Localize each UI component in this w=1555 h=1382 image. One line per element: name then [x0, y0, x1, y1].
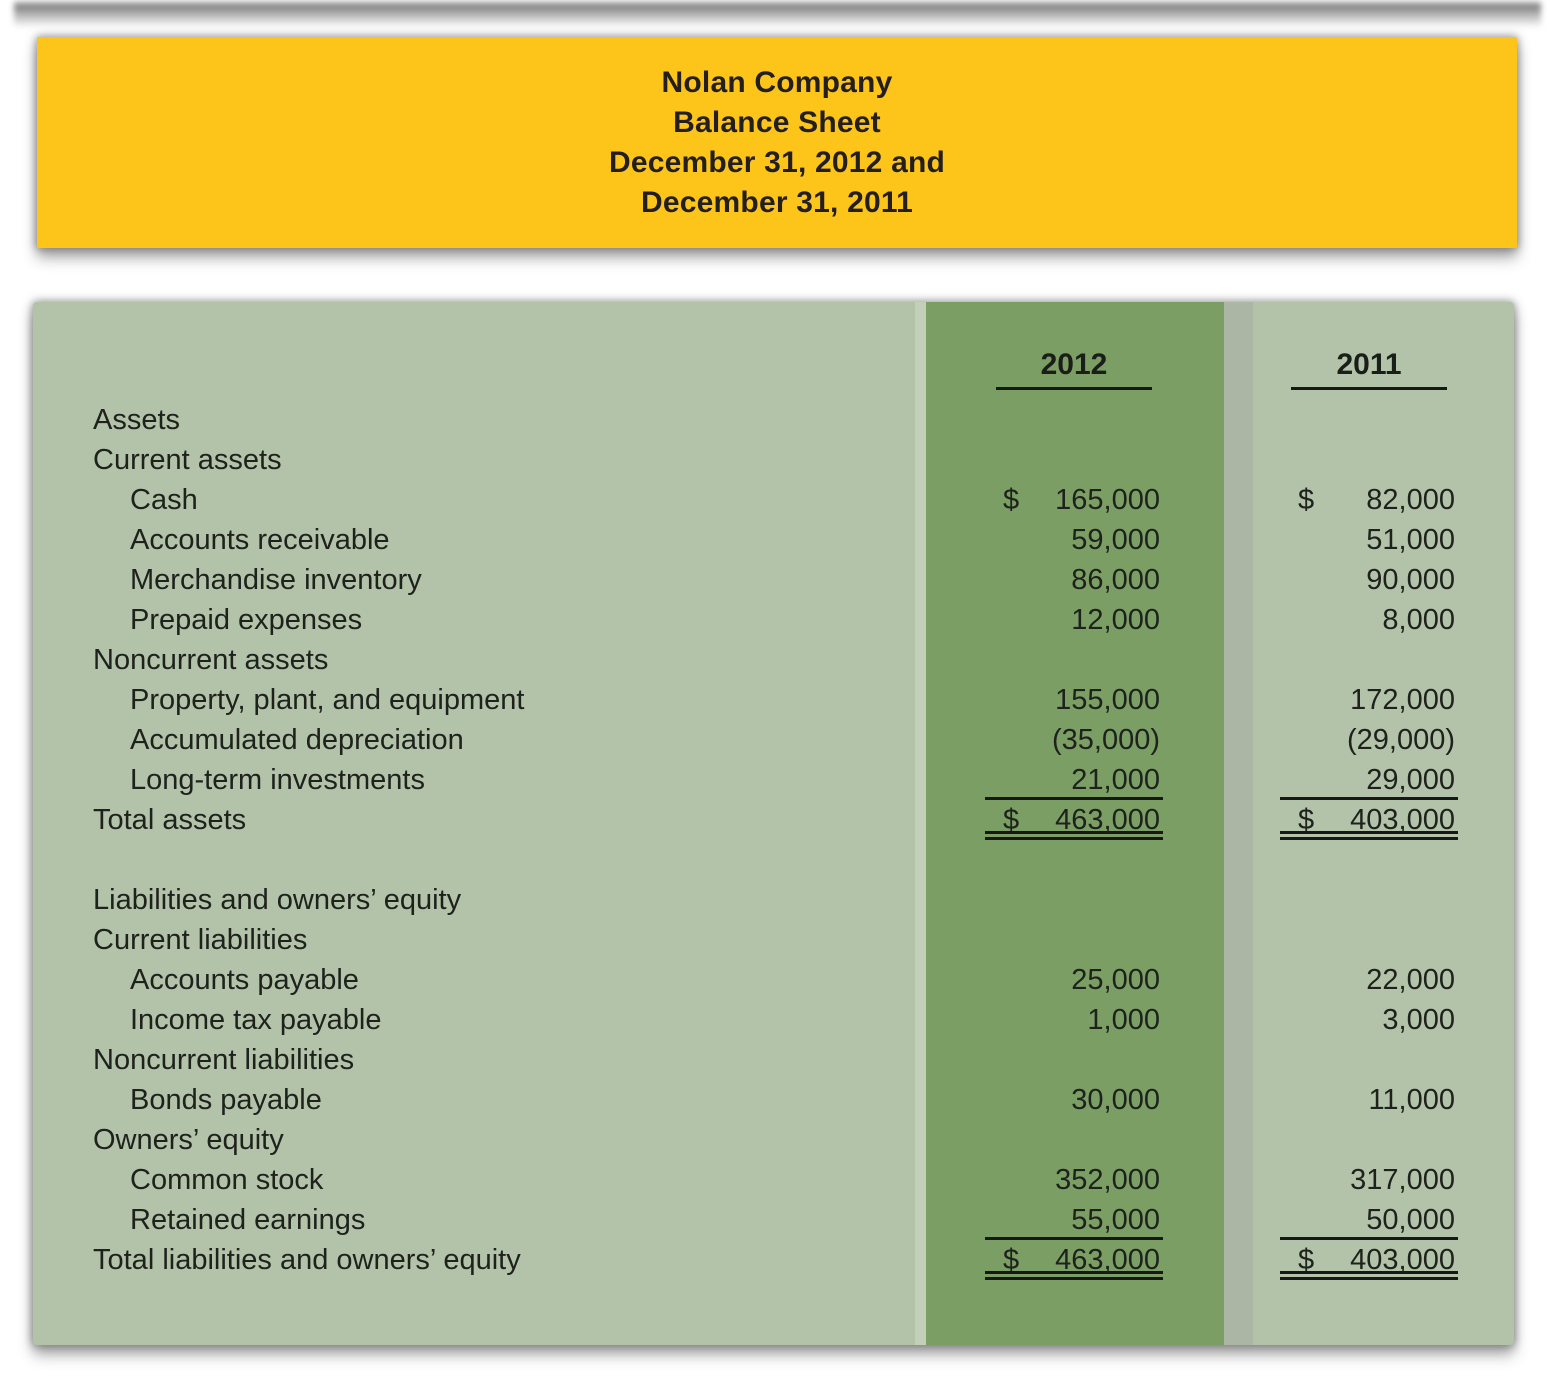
value-2011	[1280, 480, 1458, 520]
value-2011	[1280, 1240, 1458, 1280]
row-label: Accounts receivable	[130, 524, 390, 556]
value-2012	[985, 720, 1163, 760]
amount: (35,000)	[1051, 724, 1160, 756]
value-2012	[985, 480, 1163, 520]
amount: 51,000	[1366, 524, 1455, 556]
table-row-cash	[33, 480, 1514, 520]
amount: 403,000	[1350, 804, 1455, 836]
statement-title: Balance Sheet	[673, 105, 881, 139]
value-2011	[1280, 960, 1458, 1000]
row-label: Merchandise inventory	[130, 564, 422, 596]
amount: 30,000	[1071, 1084, 1160, 1116]
table-row-total-liabilities-owners-equity	[33, 1240, 1514, 1280]
balance-sheet-content	[33, 302, 1514, 1345]
table-row-assets	[33, 400, 1514, 440]
column-header-2012: 2012	[996, 345, 1152, 390]
dollar-sign: $	[1298, 484, 1315, 516]
value-2011	[1280, 800, 1458, 840]
dollar-sign: $	[1003, 804, 1020, 836]
row-label: Bonds payable	[130, 1084, 322, 1116]
row-label: Total assets	[93, 804, 247, 836]
amount: 25,000	[1071, 964, 1160, 996]
value-2012	[985, 520, 1163, 560]
amount: 317,000	[1350, 1164, 1455, 1196]
value-2011	[1280, 560, 1458, 600]
amount: 55,000	[1071, 1204, 1160, 1236]
amount: 50,000	[1366, 1204, 1455, 1236]
row-label: Noncurrent liabilities	[93, 1044, 355, 1076]
row-label: Current liabilities	[93, 924, 308, 956]
row-label: Noncurrent assets	[93, 644, 329, 676]
column-header-2011: 2011	[1291, 345, 1447, 390]
value-2011	[1280, 1200, 1458, 1240]
amount: 22,000	[1366, 964, 1455, 996]
amount: 403,000	[1350, 1244, 1455, 1276]
value-2012	[985, 800, 1163, 840]
amount: 11,000	[1368, 1084, 1455, 1116]
row-label: Cash	[130, 484, 198, 516]
amount: 29,000	[1366, 764, 1455, 796]
amount: 86,000	[1071, 564, 1160, 596]
statement-header	[37, 37, 1517, 248]
row-label: Accounts payable	[130, 964, 359, 996]
amount: 82,000	[1366, 484, 1455, 516]
table-row-merchandise-inventory	[33, 560, 1514, 600]
row-label: Common stock	[130, 1164, 324, 1196]
value-2012	[985, 1160, 1163, 1200]
page-shadow-band	[14, 0, 1541, 30]
table-row-current-liabilities	[33, 920, 1514, 960]
table-row-income-tax-payable	[33, 1000, 1514, 1040]
amount: 12,000	[1071, 604, 1160, 636]
row-label: Accumulated depreciation	[130, 724, 464, 756]
value-2011	[1280, 760, 1458, 800]
value-2012	[985, 1200, 1163, 1240]
amount: 165,000	[1055, 484, 1160, 516]
table-row-accounts-receivable	[33, 520, 1514, 560]
table-row-retained-earnings	[33, 1200, 1514, 1240]
value-2012	[985, 760, 1163, 800]
table-row-prepaid-expenses	[33, 600, 1514, 640]
section-gap	[33, 840, 1514, 880]
amount: 172,000	[1350, 684, 1455, 716]
column-header-2011-cell	[1280, 345, 1458, 385]
table-row-total-assets	[33, 800, 1514, 840]
value-2012	[985, 1240, 1163, 1280]
column-headers	[33, 345, 1514, 395]
row-label: Assets	[93, 404, 181, 436]
amount: 463,000	[1055, 804, 1160, 836]
table-row-accounts-payable	[33, 960, 1514, 1000]
amount: 90,000	[1366, 564, 1455, 596]
value-2012	[985, 560, 1163, 600]
value-2011	[1280, 1000, 1458, 1040]
table-row-liabilities-owners-equity	[33, 880, 1514, 920]
table-row-current-assets	[33, 440, 1514, 480]
row-label: Retained earnings	[130, 1204, 366, 1236]
company-name: Nolan Company	[661, 65, 893, 99]
dollar-sign: $	[1003, 1244, 1020, 1276]
value-2012	[985, 680, 1163, 720]
row-label: Current assets	[93, 444, 282, 476]
statement-date-2: December 31, 2011	[641, 185, 913, 219]
row-label: Owners’ equity	[93, 1124, 284, 1156]
table-row-accumulated-depreciation	[33, 720, 1514, 760]
row-label: Prepaid expenses	[130, 604, 363, 636]
value-2011	[1280, 680, 1458, 720]
table-row-long-term-investments	[33, 760, 1514, 800]
row-label: Income tax payable	[130, 1004, 382, 1036]
dollar-sign: $	[1298, 804, 1315, 836]
amount: 59,000	[1071, 524, 1160, 556]
balance-sheet-panel	[33, 302, 1514, 1345]
amount: 8,000	[1382, 604, 1455, 636]
value-2011	[1280, 1080, 1458, 1120]
row-label: Total liabilities and owners’ equity	[93, 1244, 521, 1276]
value-2012	[985, 960, 1163, 1000]
amount: 3,000	[1382, 1004, 1455, 1036]
dollar-sign: $	[1298, 1244, 1315, 1276]
amount: 155,000	[1055, 684, 1160, 716]
amount: 463,000	[1055, 1244, 1160, 1276]
dollar-sign: $	[1003, 484, 1020, 516]
amount: (29,000)	[1346, 724, 1455, 756]
amount: 21,000	[1071, 764, 1160, 796]
row-label: Long-term investments	[130, 764, 425, 796]
table-row-property-plant-equipment	[33, 680, 1514, 720]
column-header-2012-cell	[985, 345, 1163, 385]
value-2011	[1280, 720, 1458, 760]
value-2012	[985, 1080, 1163, 1120]
value-2012	[985, 600, 1163, 640]
row-label: Liabilities and owners’ equity	[93, 884, 462, 916]
table-row-bonds-payable	[33, 1080, 1514, 1120]
value-2011	[1280, 600, 1458, 640]
amount: 1,000	[1087, 1004, 1160, 1036]
table-row-noncurrent-assets	[33, 640, 1514, 680]
statement-date-1: December 31, 2012 and	[608, 145, 946, 179]
table-row-common-stock	[33, 1160, 1514, 1200]
value-2011	[1280, 1160, 1458, 1200]
value-2012	[985, 1000, 1163, 1040]
row-label: Property, plant, and equipment	[130, 684, 525, 716]
amount: 352,000	[1055, 1164, 1160, 1196]
table-row-noncurrent-liabilities	[33, 1040, 1514, 1080]
value-2011	[1280, 520, 1458, 560]
table-row-owners-equity	[33, 1120, 1514, 1160]
